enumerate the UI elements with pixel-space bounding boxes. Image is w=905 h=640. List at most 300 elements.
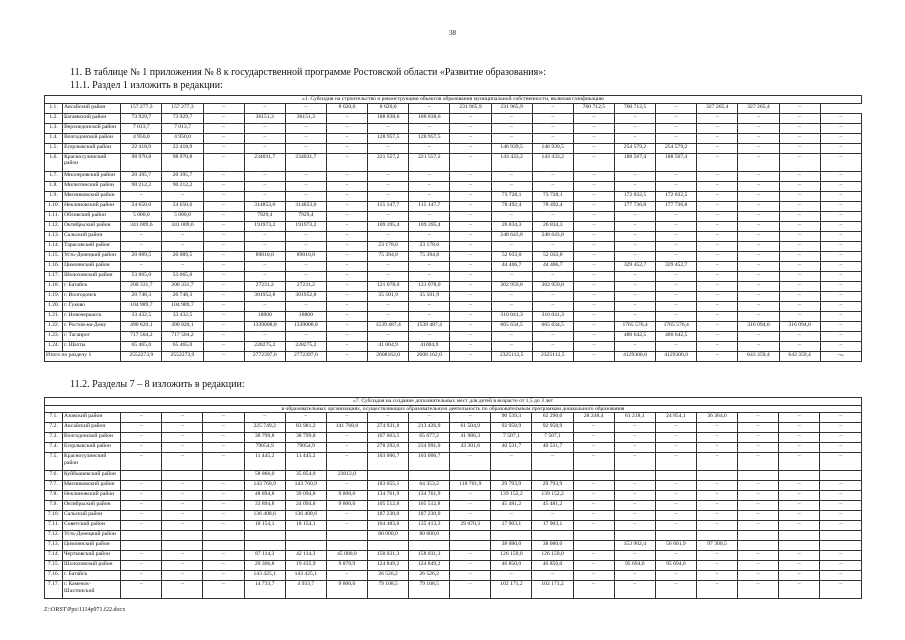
funding-value-cell: 33 432,5 [121,311,162,321]
funding-value-cell: 20 089,5 [121,251,162,261]
funding-value-cell: 41004,9 [409,341,450,351]
total-label: Итого по разделу 1 [45,351,121,361]
table-title: «1. Субсидия на строительство и реконструкцию объектов образования муниципальной собственности, включая газификацию [45,96,862,104]
funding-value-cell: – [820,261,861,271]
funding-value-cell: – [326,311,367,321]
funding-value-cell: – [614,481,655,491]
funding-value-cell: – [614,211,655,221]
funding-value-cell: – [656,241,697,251]
funding-value-cell: – [450,171,491,181]
funding-value-cell [409,471,450,481]
funding-value-cell: – [697,221,738,231]
funding-value-cell: – [203,331,244,341]
funding-value-cell: – [573,581,614,599]
funding-value-cell: – [326,133,367,143]
funding-value-cell: 80 000,0 [409,531,450,541]
funding-value-cell: – [244,171,285,181]
funding-value-cell: 183 055,1 [367,481,408,491]
funding-value-cell: – [450,153,491,171]
funding-value-cell: – [203,551,244,561]
funding-value-cell: 11 445,2 [244,453,285,471]
funding-value-cell: 115 147,7 [409,201,450,211]
funding-value-cell: – [203,581,244,599]
table-row [45,281,862,291]
funding-value-cell: – [614,123,655,133]
funding-value-cell: – [779,581,820,599]
funding-value-cell: 33 894,8 [244,501,285,511]
funding-value-cell: – [779,211,820,221]
funding-value-cell: – [326,291,367,301]
funding-value-cell: – [738,143,779,153]
funding-value-cell: 26 526,2 [409,571,450,581]
funding-value-cell: 310 041,3 [491,311,532,321]
funding-value-cell: – [203,261,244,271]
funding-value-cell: – [697,341,738,351]
funding-value-cell: 36151,3 [244,113,285,123]
funding-value-cell: – [532,301,573,311]
funding-value-cell: 1765 576,4 [656,321,697,331]
funding-value-cell: 35 501,9 [409,291,450,301]
funding-value-cell: 109 395,4 [409,221,450,231]
funding-value-cell: – [203,301,244,311]
funding-value-cell: 44 406,7 [532,261,573,271]
municipality-name: г. Ростов-на-Дону [63,321,121,331]
funding-value-cell: – [203,571,244,581]
page-number: 38 [449,29,456,37]
funding-value-cell [820,541,862,551]
funding-value-cell: 717 504,2 [162,331,203,341]
funding-value-cell: – [779,153,820,171]
municipality-name: Верхнедонской район [63,123,121,133]
funding-value-cell [738,471,779,481]
funding-value-cell: – [696,491,737,501]
municipality-name: Волгодонской район [63,133,121,143]
funding-value-cell: – [738,561,779,571]
funding-value-cell: 200 331,7 [162,281,203,291]
funding-value-cell: 97 300,5 [696,541,737,551]
funding-value-cell: – [697,113,738,123]
funding-value-cell: – [450,191,491,201]
funding-value-cell: – [368,301,409,311]
funding-value-cell: – [203,251,244,261]
funding-value-cell: 121 078,0 [368,281,409,291]
funding-value-cell: 143 433,2 [491,153,532,171]
funding-value-cell: – [368,271,409,281]
funding-value-cell: – [203,231,244,241]
funding-value-cell: – [121,453,162,471]
total-value-cell: 4129300,0 [614,351,655,361]
row-number: 7.12. [45,531,63,541]
funding-value-cell: – [820,181,861,191]
funding-value-cell: 18800 [285,311,326,321]
funding-value-cell: 234 991,0 [409,443,450,453]
funding-value-cell: 78 492,4 [491,201,532,211]
municipality-name: Усть-Донецкий район [63,251,121,261]
funding-value-cell: – [450,291,491,301]
funding-value-cell: – [326,241,367,251]
funding-value-cell: – [368,143,409,153]
table-title-row [45,405,862,413]
funding-value-cell: – [203,433,244,443]
funding-value-cell: 98 970,8 [121,153,162,171]
table-row [45,413,862,423]
funding-value-cell: 79054,9 [244,443,285,453]
table-row [45,181,862,191]
total-value-cell: –». [820,351,861,361]
row-number: 7.17. [45,581,63,599]
funding-value-cell: – [573,311,614,321]
funding-value-cell: 143 760,9 [244,481,285,491]
funding-value-cell: – [326,281,367,291]
funding-value-cell: – [573,331,614,341]
funding-value-cell: 52 033,0 [491,251,532,261]
funding-value-cell: – [655,521,696,531]
funding-value-cell: – [779,271,820,281]
table-row [45,261,862,271]
funding-value-cell: – [285,231,326,241]
funding-value-cell: 20 748,3 [162,291,203,301]
funding-value-cell: – [450,221,491,231]
funding-value-cell: – [491,241,532,251]
table-subtitle: в образовательных организациях, осуществляющих образовательную деятельность по образовательным программам дошкольного образования [45,405,862,413]
funding-value-cell: – [820,291,861,301]
row-number: 1.10. [45,201,63,211]
funding-value-cell: 143 425,1 [244,571,285,581]
funding-value-cell: – [450,271,491,281]
table-row [45,113,862,123]
table-row [45,301,862,311]
table-row [45,341,862,351]
funding-value-cell: 7 013,7 [162,123,203,133]
row-number: 1.12. [45,221,63,231]
funding-value-cell: 41 004,9 [368,341,409,351]
funding-value-cell: – [285,133,326,143]
funding-value-cell [573,471,614,481]
funding-value-cell: 121 078,0 [409,281,450,291]
municipality-name: Неклиновский район [63,201,121,211]
funding-value-cell: 139 152,2 [491,491,532,501]
funding-value-cell: – [779,301,820,311]
funding-value-cell [491,531,532,541]
municipality-name: Аксайский район [63,103,121,113]
funding-value-cell: 1339008,8 [285,321,326,331]
file-path-footer: Z:\ORST\Ppo\1114p971.f22.docx [44,607,126,613]
row-number: 7.3. [45,433,63,443]
funding-value-cell: 139 152,2 [532,491,573,501]
funding-value-cell: – [697,321,738,331]
funding-value-cell: – [614,181,655,191]
funding-value-cell: – [779,133,820,143]
funding-value-cell: – [285,413,326,423]
row-number: 1.3. [45,123,63,133]
funding-value-cell: – [162,433,203,443]
funding-value-cell: – [573,521,614,531]
funding-value-cell: – [779,521,820,531]
funding-value-cell: – [368,331,409,341]
funding-value-cell: – [409,271,450,281]
funding-value-cell [532,531,573,541]
section-7-table [44,397,862,599]
funding-value-cell: – [203,133,244,143]
row-number: 1.13. [45,231,63,241]
funding-value-cell: – [779,551,820,561]
table-row [45,541,862,551]
funding-value-cell: 221 557,2 [409,153,450,171]
municipality-name: г. Новочеркасск [63,311,121,321]
funding-value-cell: – [326,413,367,423]
total-value-cell: 643 359,4 [738,351,779,361]
funding-value-cell: 124 849,2 [367,561,408,571]
funding-value-cell: 103 006,7 [409,453,450,471]
funding-value-cell: – [573,221,614,231]
funding-value-cell: – [162,501,203,511]
funding-value-cell: – [532,171,573,181]
funding-value-cell: 329 452,7 [656,261,697,271]
funding-value-cell: 1339008,8 [244,321,285,331]
funding-value-cell: – [450,321,491,331]
municipality-name: Волгодонской район [63,433,121,443]
funding-value-cell: 228275,2 [244,341,285,351]
funding-value-cell: – [738,511,779,521]
funding-value-cell: – [820,251,861,261]
funding-value-cell: – [655,491,696,501]
funding-value-cell: 115 147,7 [368,201,409,211]
funding-value-cell: 24 650,0 [121,201,162,211]
funding-value-cell: – [121,443,162,453]
funding-value-cell: – [573,271,614,281]
total-value-cell: 2552273,9 [162,351,203,361]
funding-value-cell: – [820,221,861,231]
municipality-name: Егорлыкский район [63,443,121,453]
row-number: 7.14. [45,551,63,561]
municipality-name: Азовский район [63,413,121,423]
funding-value-cell: – [614,551,655,561]
funding-value-cell: – [573,191,614,201]
funding-value-cell: – [285,241,326,251]
funding-value-cell: – [121,433,162,443]
funding-value-cell: – [491,453,532,471]
funding-value-cell: – [121,571,162,581]
funding-value-cell: – [203,221,244,231]
funding-value-cell: – [573,123,614,133]
funding-value-cell: 5 000,0 [162,211,203,221]
funding-value-cell: – [820,443,862,453]
funding-value-cell: 28 248,4 [573,413,614,423]
funding-value-cell: 27231,2 [285,281,326,291]
funding-value-cell: 143 433,2 [532,153,573,171]
funding-value-cell: – [450,413,491,423]
funding-value-cell: – [285,123,326,133]
funding-value-cell: 35 854,0 [285,471,326,481]
funding-value-cell: – [696,571,737,581]
funding-value-cell: 83 981,2 [285,423,326,433]
funding-value-cell: – [244,331,285,341]
funding-value-cell: – [450,133,491,143]
funding-value-cell: 46 850,0 [532,561,573,571]
funding-value-cell: – [450,491,491,501]
funding-value-cell: – [820,521,862,531]
funding-value-cell: 36 364,0 [696,413,737,423]
funding-value-cell: 191973,2 [285,221,326,231]
funding-value-cell: – [450,301,491,311]
funding-value-cell: – [326,181,367,191]
funding-value-cell: – [738,331,779,341]
funding-value-cell: – [409,311,450,321]
funding-value-cell: 172 032,5 [614,191,655,201]
funding-value-cell: – [450,511,491,521]
municipality-name: Неклиновский район [63,491,121,501]
municipality-name: г. Батайск [63,571,121,581]
row-number: 1.8. [45,181,63,191]
funding-value-cell: – [696,481,737,491]
table-title-row [45,96,862,104]
funding-value-cell: – [655,481,696,491]
funding-value-cell [367,541,408,551]
funding-value-cell: – [203,171,244,181]
funding-value-cell: 341 009,6 [162,221,203,231]
municipality-name: Сальский район [63,231,121,241]
table-row [45,433,862,443]
funding-value-cell: 107 663,5 [367,433,408,443]
funding-value-cell: 341 009,6 [121,221,162,231]
funding-value-cell: 53 065,0 [121,271,162,281]
funding-value-cell: – [738,501,779,511]
funding-value-cell: – [203,481,244,491]
municipality-name: Мясниковский район [63,191,121,201]
funding-value-cell: – [203,181,244,191]
funding-value-cell: – [532,511,573,521]
funding-value-cell: 20 748,3 [121,291,162,301]
funding-value-cell: – [203,491,244,501]
funding-value-cell: – [738,413,779,423]
row-number: 7.10. [45,511,63,521]
funding-value-cell: 33 432,5 [162,311,203,321]
funding-value-cell: 327 265,4 [697,103,738,113]
funding-value-cell: – [326,153,367,171]
funding-value-cell: – [203,153,244,171]
funding-value-cell: 20 395,7 [162,171,203,181]
funding-value-cell: 717 504,2 [121,331,162,341]
funding-value-cell: – [162,561,203,571]
funding-value-cell: – [450,331,491,341]
funding-value-cell: – [697,261,738,271]
funding-value-cell: – [820,271,861,281]
amendment-heading: 11. В таблице № 1 приложения № 8 к государственной программе Ростовской области «Развитие образования»: [70,67,547,78]
funding-value-cell: 18 154,1 [244,521,285,531]
funding-value-cell: – [203,201,244,211]
funding-value-cell: – [779,191,820,201]
table-row [45,581,862,599]
funding-value-cell: – [738,231,779,241]
funding-value-cell [573,531,614,541]
funding-value-cell: – [820,341,861,351]
funding-value-cell: – [368,211,409,221]
funding-value-cell: – [244,123,285,133]
funding-value-cell: – [573,251,614,261]
funding-value-cell: 61 504,9 [450,423,491,433]
funding-value-cell: – [614,571,655,581]
table-row [45,551,862,561]
funding-value-cell: 78 492,4 [532,201,573,211]
funding-value-cell: – [368,261,409,271]
funding-value-cell: 278 292,6 [367,443,408,453]
funding-value-cell: – [244,181,285,191]
funding-value-cell: 665 634,5 [532,321,573,331]
funding-value-cell: – [162,413,203,423]
funding-value-cell: 23 178,6 [409,241,450,251]
funding-value-cell: 38 080,0 [532,541,573,551]
funding-value-cell: 92 958,9 [491,423,532,433]
funding-value-cell: – [779,143,820,153]
funding-value-cell: 234031,7 [244,153,285,171]
funding-value-cell: – [326,231,367,241]
funding-value-cell: 146 939,5 [491,143,532,153]
funding-value-cell: 188 838,6 [368,113,409,123]
funding-value-cell: – [656,211,697,221]
funding-value-cell: 75 394,8 [409,251,450,261]
table-row [45,501,862,511]
funding-value-cell: – [326,201,367,211]
funding-value-cell: – [656,301,697,311]
funding-value-cell: 102 171,2 [532,581,573,599]
funding-value-cell: – [820,241,861,251]
funding-value-cell: – [162,491,203,501]
funding-value-cell: 314853,0 [285,201,326,211]
funding-value-cell: 65 465,0 [121,341,162,351]
funding-value-cell [779,471,820,481]
funding-value-cell [532,471,573,481]
funding-value-cell: – [244,261,285,271]
funding-value-cell: 24 650,0 [162,201,203,211]
funding-value-cell: 8 620,0 [368,103,409,113]
funding-value-cell: – [738,251,779,261]
funding-value-cell: – [738,423,779,433]
table-row [45,171,862,181]
funding-value-cell: 188 567,4 [656,153,697,171]
funding-value-cell: – [738,291,779,301]
funding-value-cell: – [738,113,779,123]
funding-value-cell: – [367,413,408,423]
funding-value-cell: – [203,521,244,531]
table-row [45,153,862,171]
funding-value-cell: 310 041,3 [532,311,573,321]
funding-value-cell: 18 154,1 [285,521,326,531]
funding-value-cell: – [779,281,820,291]
funding-value-cell: 221 557,2 [368,153,409,171]
row-number: 1.4. [45,133,63,143]
municipality-name: Аксайский район [63,423,121,433]
funding-value-cell: – [820,561,862,571]
funding-value-cell: – [573,153,614,171]
funding-value-cell: – [696,581,737,599]
funding-value-cell: – [573,511,614,521]
funding-value-cell: – [326,171,367,181]
funding-value-cell: – [162,231,203,241]
funding-value-cell: – [491,271,532,281]
funding-value-cell: – [573,321,614,331]
funding-value-cell: – [614,501,655,511]
funding-value-cell: – [738,301,779,311]
funding-value-cell: 490 820,1 [121,321,162,331]
funding-value-cell: 136 408,6 [285,511,326,521]
funding-value-cell: – [697,231,738,241]
funding-value-cell: 665 634,5 [491,321,532,331]
funding-value-cell: – [409,413,450,423]
funding-value-cell: – [614,113,655,123]
funding-value-cell: 9 800,0 [326,501,367,511]
funding-value-cell: – [121,413,162,423]
funding-value-cell: – [655,571,696,581]
